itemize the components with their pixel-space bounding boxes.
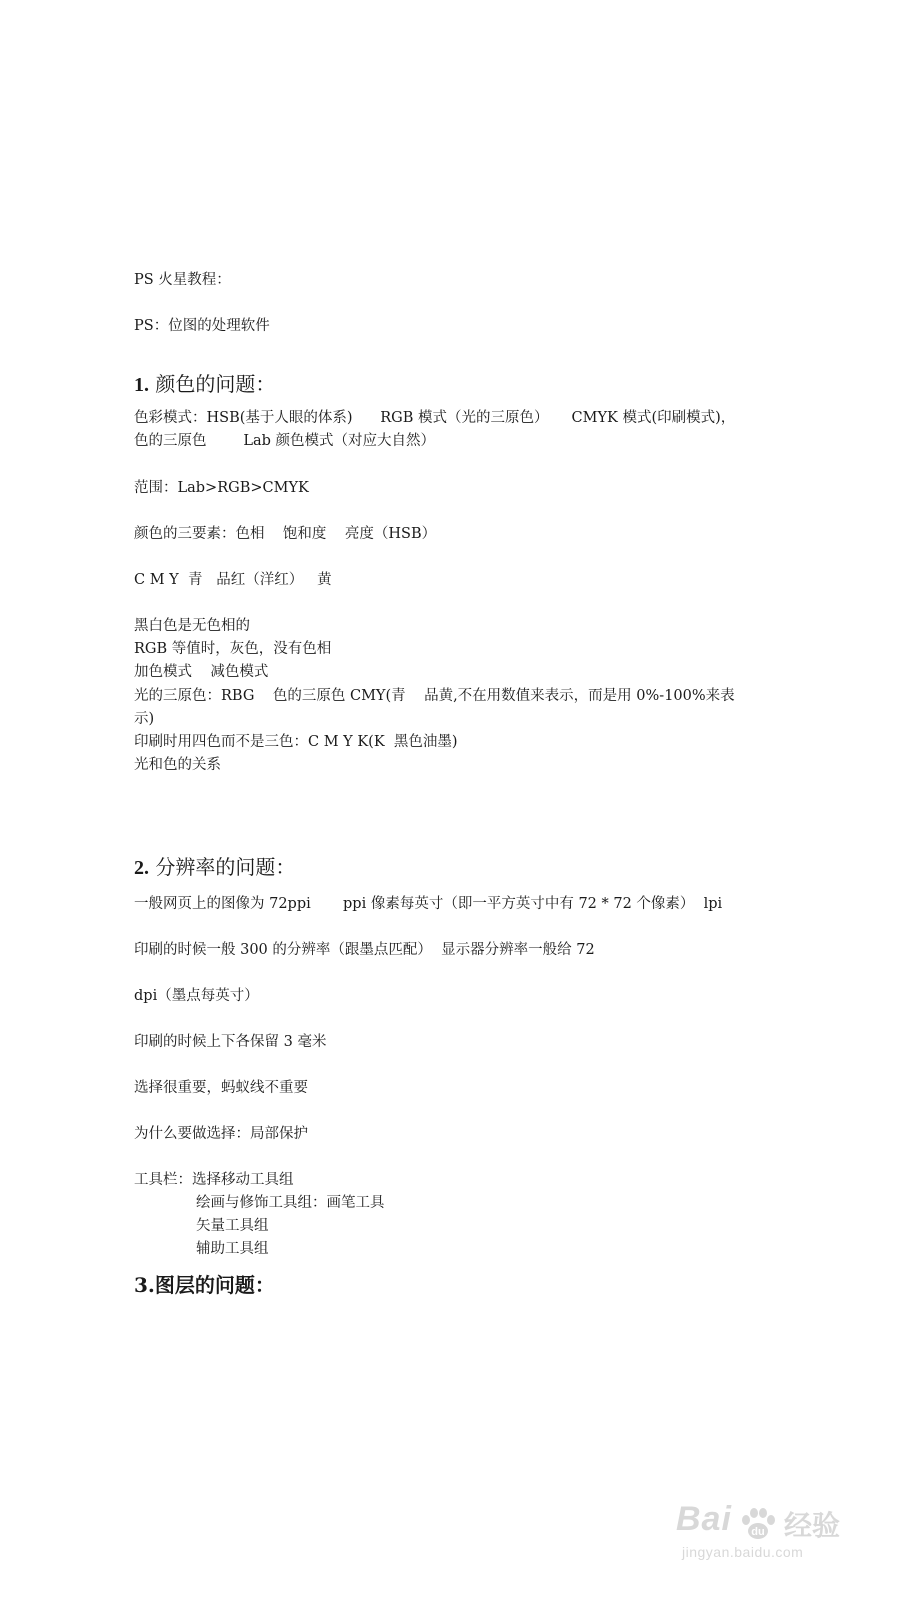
section-2-line: 矢量工具组 <box>196 1218 269 1234</box>
section-2-line: 一般网页上的图像为 72ppi ppi 像素每英寸（即一平方英寸中有 72 * 72 个像素） lpi <box>134 896 723 912</box>
section-2-line: 为什么要做选择：局部保护 <box>134 1126 308 1142</box>
paw-icon <box>738 1504 778 1544</box>
section-1-line: 加色模式 减色模式 <box>134 664 269 680</box>
watermark-logo-text: Bai <box>676 1500 732 1538</box>
section-1-line: 范围：Lab>RGB>CMYK <box>134 480 309 496</box>
section-1-line: 印刷时用四色而不是三色：C M Y K(K 黑色油墨) <box>134 734 458 750</box>
section-2-line: 印刷的时候一般 300 的分辨率（跟墨点匹配） 显示器分辨率一般给 72 <box>134 942 595 958</box>
section-1-line: C M Y 青 品红（洋红） 黄 <box>134 572 332 588</box>
section-2-title: 分辨率的问题： <box>149 855 296 879</box>
document-subtitle: PS：位图的处理软件 <box>134 318 270 334</box>
section-1-title: 颜色的问题： <box>149 372 276 396</box>
section-2-line: 选择很重要，蚂蚁线不重要 <box>134 1080 308 1096</box>
section-3-heading: 3.图层的问题： <box>134 1273 275 1297</box>
section-2-line: 辅助工具组 <box>196 1241 269 1257</box>
document-title: PS 火星教程： <box>134 272 231 288</box>
section-1-line: 色的三原色 Lab 颜色模式（对应大自然） <box>134 433 436 449</box>
section-1-line: 示) <box>134 711 155 727</box>
section-1-line: 光的三原色：RBG 色的三原色 CMY(青 品黄,不在用数值来表示，而是用 0%-100%来表 <box>134 688 735 704</box>
section-1-line: RGB 等值时，灰色，没有色相 <box>134 641 332 657</box>
section-1-number: 1. <box>134 374 149 396</box>
section-2-line: 绘画与修饰工具组：画笔工具 <box>196 1195 385 1211</box>
section-1-line: 光和色的关系 <box>134 757 221 773</box>
section-2-heading <box>134 854 295 881</box>
watermark-url: jingyan.baidu.com <box>682 1544 804 1560</box>
section-1-line: 黑白色是无色相的 <box>134 618 250 634</box>
section-2-line: 印刷的时候上下各保留 3 毫米 <box>134 1034 327 1050</box>
watermark-logo-suffix: 经验 <box>784 1510 841 1541</box>
section-1-heading <box>134 371 275 398</box>
section-1-line: 颜色的三要素：色相 饱和度 亮度（HSB） <box>134 526 437 542</box>
section-2-line: 工具栏：选择移动工具组 <box>134 1172 294 1188</box>
baidu-jingyan-watermark <box>676 1500 856 1570</box>
section-2-line: dpi（墨点每英寸） <box>134 988 259 1004</box>
section-1-line: 色彩模式：HSB(基于人眼的体系) RGB 模式（光的三原色） CMYK 模式(印刷模式)， <box>134 410 736 426</box>
section-2-number: 2. <box>134 857 149 879</box>
svg-text:du: du <box>751 1526 765 1538</box>
